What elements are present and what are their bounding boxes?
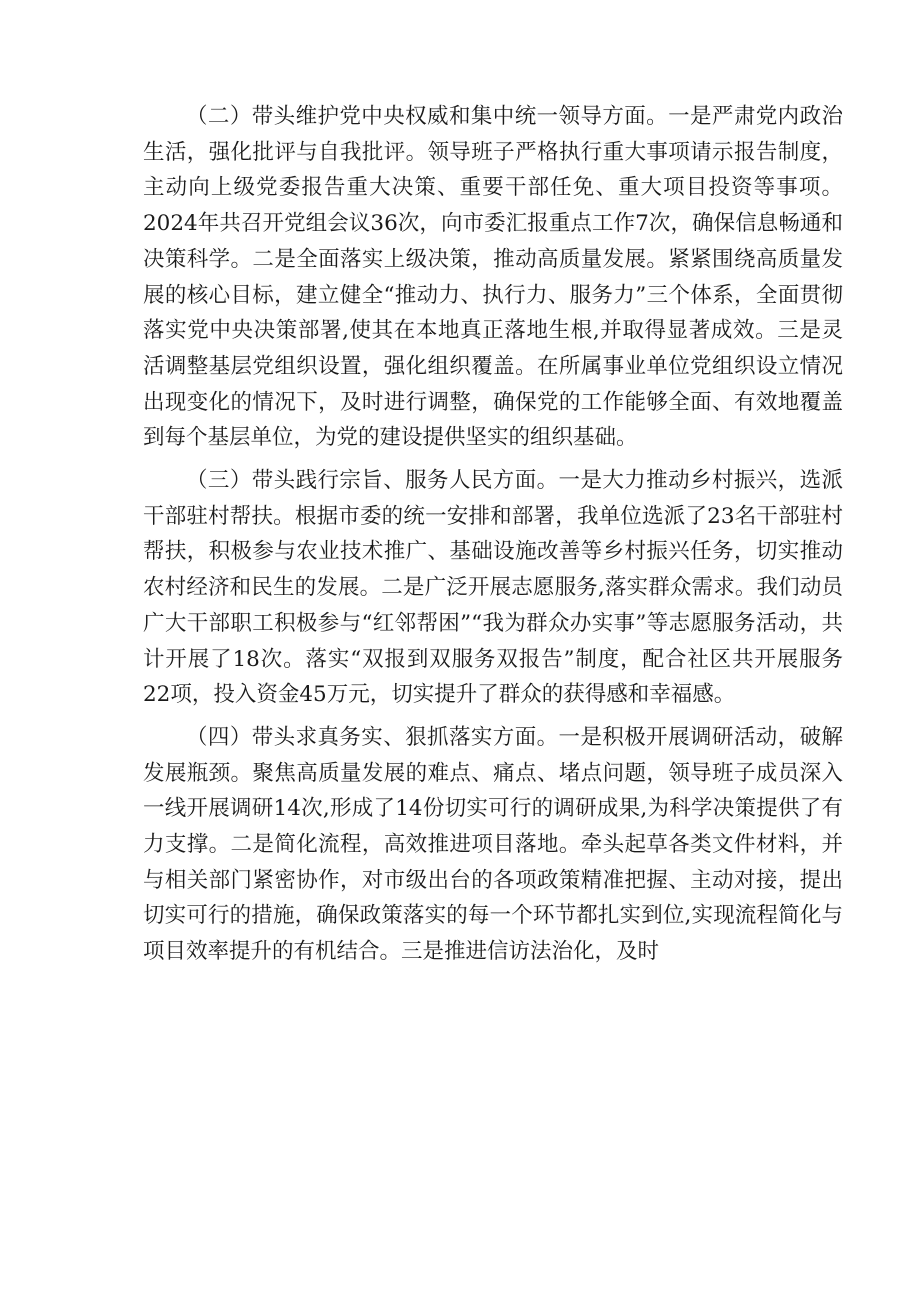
paragraph-section-2: （二）带头维护党中央权威和集中统一领导方面。一是严肃党内政治生活，强化批评与自我批评。领导班子严格执行重大事项请示报告制度，主动向上级党委报告重大决策、重要干部任免、重大项目投资等事项。2024年共召开党组会议36次，向市委汇报重点工作7次，确保信息畅通和决策科学。二是全面落实上级决策，推动高质量发展。紧紧围绕高质量发展的核心目标，建立健全“推动力、执行力、服务力”三个体系，全面贯彻落实党中央决策部署,使其在本地真正落地生根,并取得显著成效。三是灵活调整基层党组织设置，强化组织覆盖。在所属事业单位党组织设立情况出现变化的情况下，及时进行调整，确保党的工作能够全面、有效地覆盖到每个基层单位，为党的建设提供坚实的组织基础。: [143, 104, 843, 451]
document-body: [143, 99, 843, 970]
paragraph-section-3: （三）带头践行宗旨、服务人民方面。一是大力推动乡村振兴，选派干部驻村帮扶。根据市委的统一安排和部署，我单位选派了23名干部驻村帮扶，积极参与农业技术推广、基础设施改善等乡村振兴任务，切实推动农村经济和民生的发展。二是广泛开展志愿服务,落实群众需求。我们动员广大干部职工积极参与“红邻帮困”“我为群众办实事”等志愿服务活动，共计开展了18次。落实“双报到双服务双报告”制度，配合社区共开展服务22项，投入资金45万元，切实提升了群众的获得感和幸福感。: [143, 468, 843, 708]
paragraph-section-4: （四）带头求真务实、狠抓落实方面。一是积极开展调研活动，破解发展瓶颈。聚焦高质量发展的难点、痛点、堵点问题，领导班子成员深入一线开展调研14次,形成了14份切实可行的调研成果,为科学决策提供了有力支撑。二是简化流程，高效推进项目落地。牵头起草各类文件材料，并与相关部门紧密协作，对市级出台的各项政策精准把握、主动对接，提出切实可行的措施，确保政策落实的每一个环节都扎实到位,实现流程简化与项目效率提升的有机结合。三是推进信访法治化，及时: [143, 724, 843, 965]
